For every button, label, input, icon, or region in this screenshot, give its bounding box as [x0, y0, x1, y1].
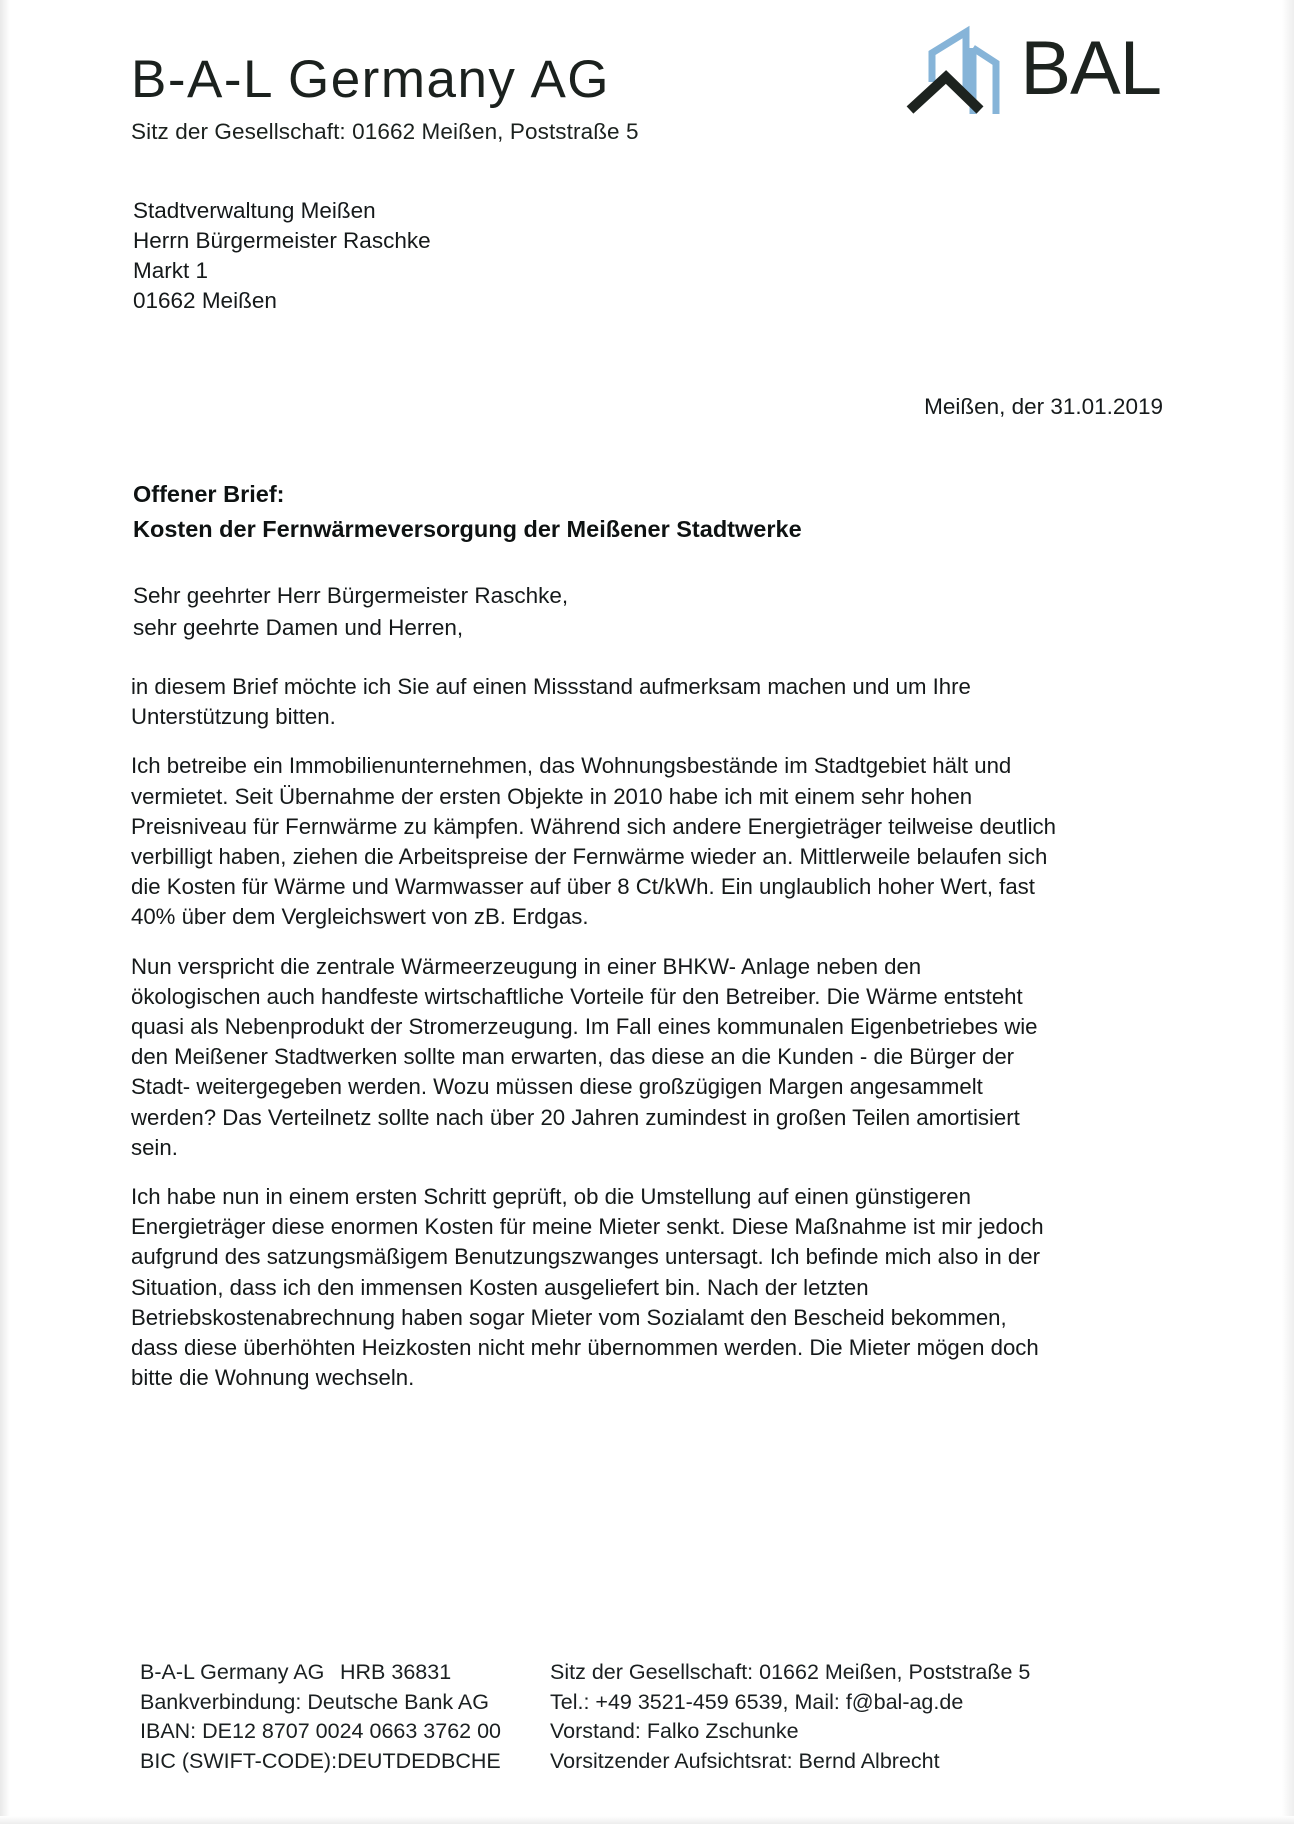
recipient-line-3: Markt 1 [133, 258, 209, 283]
footer-contact: Tel.: +49 3521-459 6539, Mail: f@bal-ag.de [550, 1689, 964, 1714]
footer-left-column [140, 1658, 550, 1776]
subject-label: Offener Brief: [133, 481, 285, 507]
footer-left-row-1 [140, 1658, 550, 1688]
footer-bic: BIC (SWIFT-CODE):DEUTDEDBCHE [140, 1748, 501, 1773]
body-paragraph: Ich betreibe ein Immobilienunternehmen, das Wohnungsbestände im Stadtgebiet hält und vermietet. Seit Übernahme der ersten Objekte in 2010 habe ich mit einem sehr hohen Preisniveau für Fernwärme zu kämpfen. Während sich andere Energieträger teilweise deutlich verbilligt haben, ziehen die Arbeitspreise der Fernwärme wieder an. Mittlerweile belaufen sich die Kosten für Wärme und Warmwasser auf über 8 Ct/kWh. Ein unglaublich hoher Wert, fast 40% über dem Vergleichswert von zB. Erdgas. [131, 753, 1056, 930]
recipient-line-2: Herrn Bürgermeister Raschke [133, 228, 431, 253]
building-logo-icon [904, 22, 1016, 114]
company-logo [904, 22, 1161, 114]
subject-title: Kosten der Fernwärmeversorgung der Meißener Stadtwerke [133, 516, 802, 542]
footer-company-seat: Sitz der Gesellschaft: 01662 Meißen, Poststraße 5 [550, 1660, 1031, 1684]
subject-block [133, 477, 1133, 547]
recipient-line-1: Stadtverwaltung Meißen [133, 198, 376, 223]
body-paragraph: Ich habe nun in einem ersten Schritt geprüft, ob die Umstellung auf einen günstigeren Energieträger diese enormen Kosten für meine Mieter senkt. Diese Maßnahme ist mir jedoch aufgrund des satzungsmäßigem Benutzungszwanges untersagt. Ich befinde mich also in der Situation, dass ich den immensen Kosten ausgeliefert bin. Nach der letzten Betriebskostenabrechnung haben sogar Mieter vom Sozialamt den Bescheid bekommen, dass diese überhöhten Heizkosten nicht mehr übernommen werden. Die Mieter mögen doch bitte die Wohnung wechseln. [131, 1184, 1044, 1391]
recipient-address [133, 196, 431, 316]
letter-body [131, 672, 1056, 1412]
body-paragraph: in diesem Brief möchte ich Sie auf einen Missstand aufmerksam machen und um Ihre Unterstützung bitten. [131, 674, 971, 730]
recipient-line-4: 01662 Meißen [133, 288, 277, 313]
company-seat-line: Sitz der Gesellschaft: 01662 Meißen, Poststraße 5 [131, 118, 639, 144]
footer-iban: IBAN: DE12 8707 0024 0663 3762 00 [140, 1719, 502, 1743]
footer-board: Vorstand: Falko Zschunke [550, 1719, 799, 1743]
footer-hrb-number: HRB 36831 [340, 1660, 452, 1684]
company-name-part3: AG [530, 50, 611, 109]
company-name-part1: B-A-L [131, 50, 274, 109]
footer-right-column [550, 1658, 1150, 1776]
letter-footer [140, 1658, 1150, 1776]
salutation-block [133, 580, 568, 644]
footer-company-name: B-A-L Germany AG [140, 1660, 325, 1684]
date-line: Meißen, der 31.01.2019 [924, 394, 1163, 419]
body-paragraph: Nun verspricht die zentrale Wärmeerzeugung in einer BHKW- Anlage neben den ökologischen auch handfeste wirtschaftliche Vorteile für den Betreiber. Die Wärme entsteht quasi als Nebenprodukt der Stromerzeugung. Im Fall eines kommunalen Eigenbetriebes wie den Meißener Stadtwerken sollte man erwarten, das diese an die Kunden - die Bürger der Stadt- weitergegeben werden. Wozu müssen diese großzügigen Margen angesammelt werden? Das Verteilnetz sollte nach über 20 Jahren zumindest in großen Teilen amortisiert sein. [131, 953, 1038, 1160]
salutation-line-1: Sehr geehrter Herr Bürgermeister Raschke, [133, 583, 569, 608]
logo-wordmark: BAL [1020, 26, 1161, 111]
salutation-line-2: sehr geehrte Damen und Herren, [133, 615, 464, 640]
company-name-part2: Germany [287, 50, 517, 109]
footer-supervisory-board: Vorsitzender Aufsichtsrat: Bernd Albrecht [550, 1748, 940, 1773]
footer-bank: Bankverbindung: Deutsche Bank AG [140, 1689, 489, 1714]
